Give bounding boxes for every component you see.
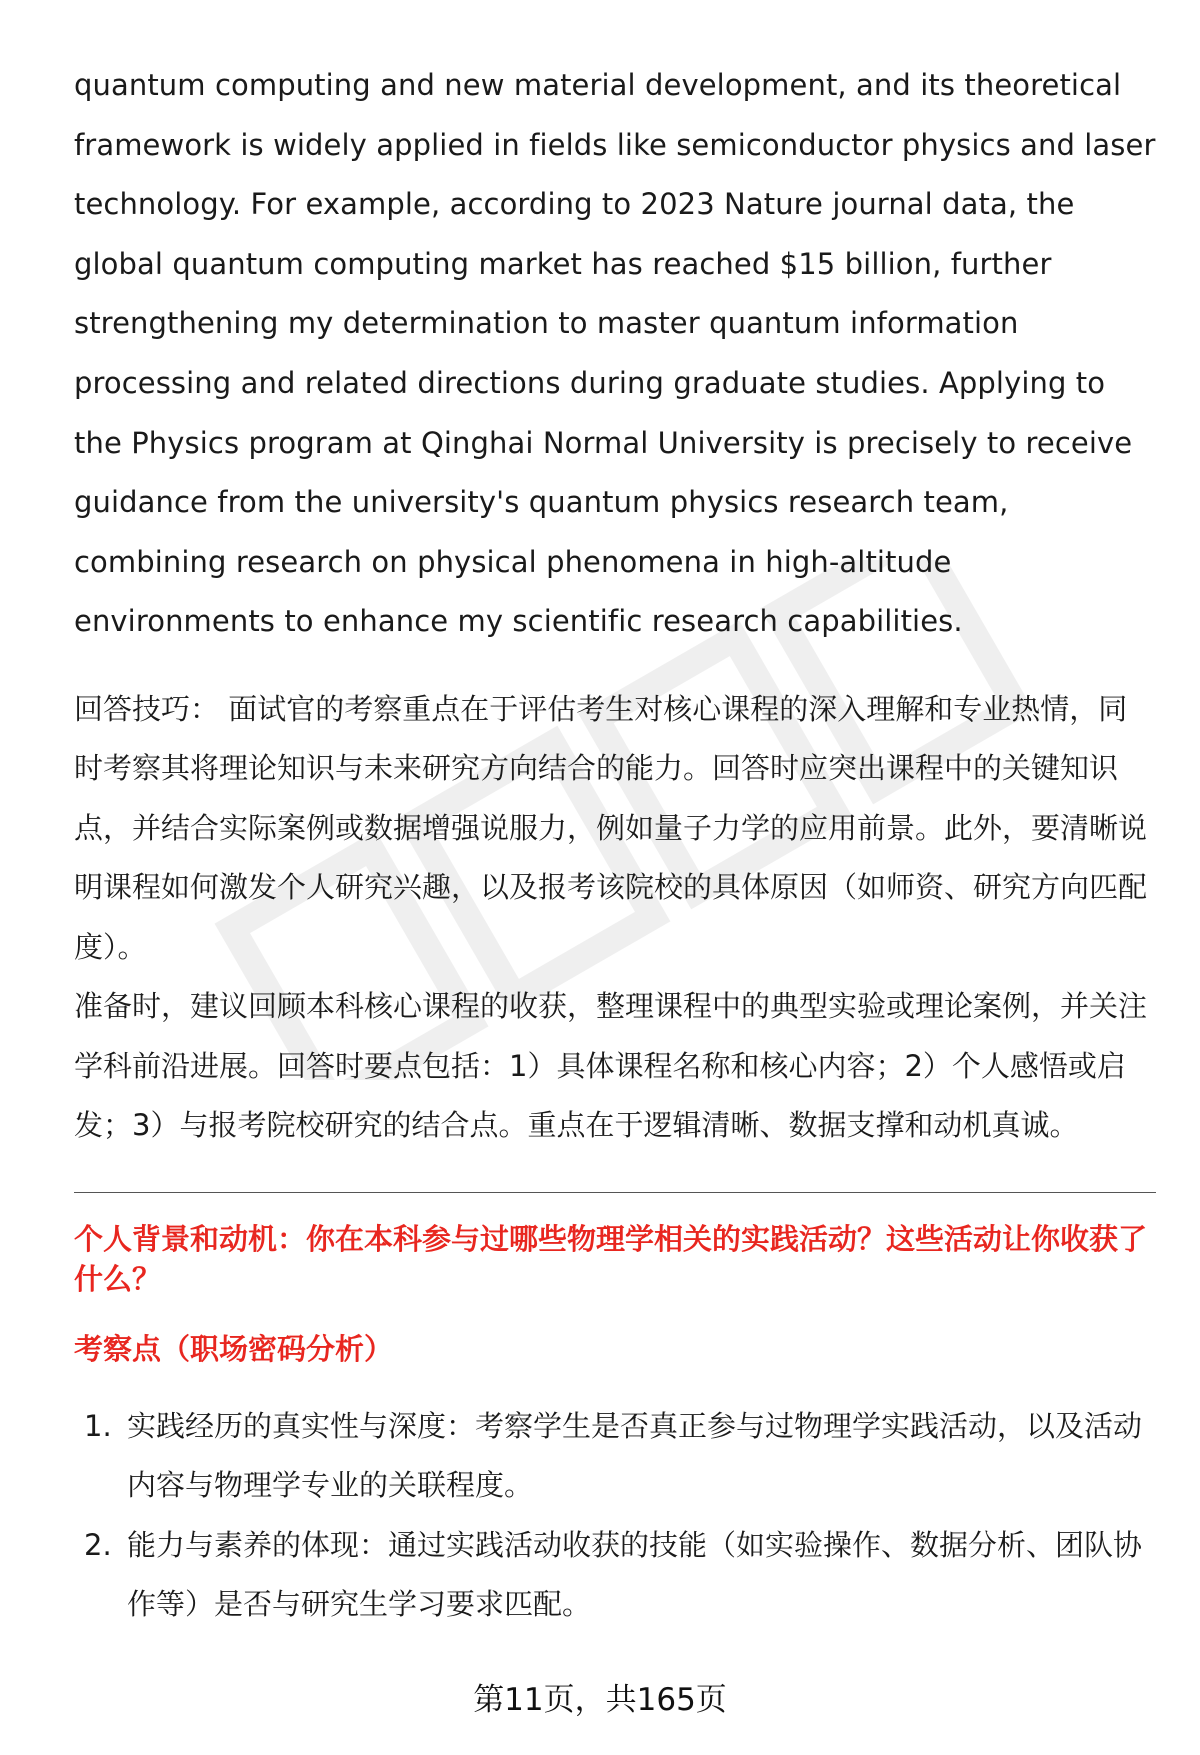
list-item-text: 能力与素养的体现：通过实践活动收获的技能（如实验操作、数据分析、团队协作等）是否与研究生学习要求匹配。 — [127, 1527, 1143, 1622]
list-item-number: 1. — [84, 1408, 112, 1443]
points-list — [74, 1397, 1156, 1635]
answer-tips — [74, 680, 1156, 1156]
tips-paragraph-2: 准备时，建议回顾本科核心课程的收获，整理课程中的典型实验或理论案例，并关注学科前沿进展。回答时要点包括：1）具体课程名称和核心内容；2）个人感悟或启发；3）与报考院校研究的结合点。重点在于逻辑清晰、数据支撑和动机真诚。 — [74, 989, 1148, 1143]
list-item — [74, 1397, 1156, 1516]
section-title: 考察点（职场密码分析） — [74, 1331, 394, 1366]
section-divider — [74, 1192, 1156, 1193]
list-item-number: 2. — [84, 1527, 112, 1562]
page-footer: 第11页，共165页 — [473, 1682, 727, 1718]
question-heading: 个人背景和动机：你在本科参与过哪些物理学相关的实践活动？这些活动让你收获了什么？ — [74, 1221, 1148, 1296]
list-item-text: 实践经历的真实性与深度：考察学生是否真正参与过物理学实践活动，以及活动内容与物理学专业的关联程度。 — [127, 1408, 1143, 1503]
document-page — [74, 56, 1156, 1635]
list-item — [74, 1516, 1156, 1635]
body-paragraph-en: quantum computing and new material development, and its theoretical framework is widely applied in fields like semiconductor physics and laser technology. For example, according to 2023 Nature journal data, the global quantum computing market has reached $15 billion, further strengthening my determination to master quantum information processing and related directions during graduate studies. Applying to the Physics program at Qinghai Normal University is precisely to receive guidance from the university's quantum physics research team, combining research on physical phenomena in high-altitude environments to enhance my scientific research capabilities. — [74, 68, 1156, 639]
tips-paragraph-1: 回答技巧： 面试官的考察重点在于评估考生对核心课程的深入理解和专业热情，同时考察其将理论知识与未来研究方向结合的能力。回答时应突出课程中的关键知识点，并结合实际案例或数据增强说服力，例如量子力学的应用前景。此外，要清晰说明课程如何激发个人研究兴趣，以及报考该院校的具体原因（如师资、研究方向匹配度）。 — [74, 691, 1148, 964]
